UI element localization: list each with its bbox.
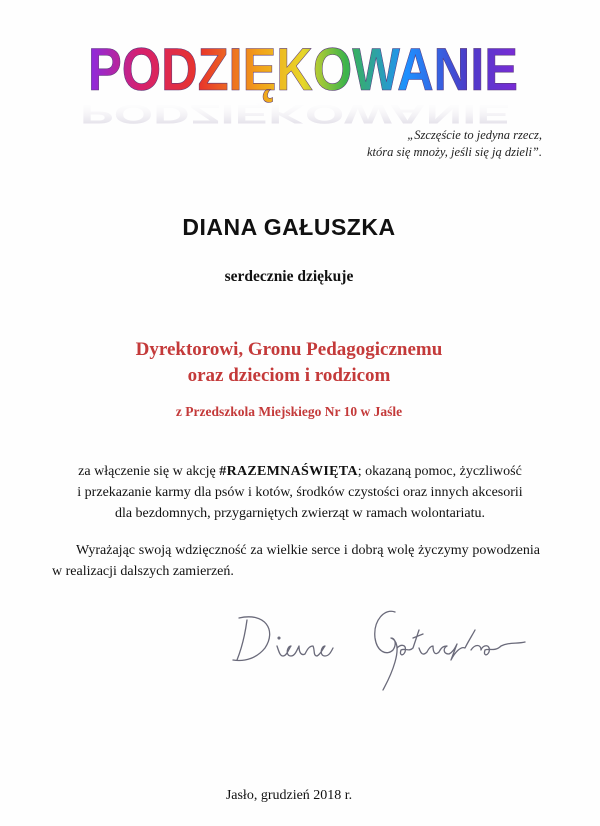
rainbow-title	[70, 18, 540, 128]
quote-line-2: która się mnoży, jeśli się ją dzieli”.	[367, 145, 542, 159]
institution-name: z Przedszkola Miejskiego Nr 10 w Jaśle	[175, 404, 403, 419]
title-reflection: PODZIĘKOWANIE	[80, 99, 510, 130]
hashtag: #RAZEMNAŚWIĘTA	[219, 464, 358, 479]
signature-text: Diana Gałuszka	[385, 698, 392, 699]
recipients	[0, 337, 578, 389]
title-text: PODZIĘKOWANIE	[88, 36, 518, 103]
thanks-line: serdecznie dziękuje	[224, 268, 354, 285]
paragraph1-line1-rest: ; okazaną pomoc, życzliwość	[357, 464, 522, 479]
paragraph-thanks-reason	[50, 461, 550, 524]
handwritten-signature	[225, 590, 545, 700]
rainbow-title-graphic	[70, 18, 540, 128]
recipients-line-1: Dyrektorowi, Gronu Pedagogicznemu	[135, 339, 443, 360]
place-and-date: Jasło, grudzień 2018 r.	[225, 788, 353, 803]
paragraph-wishes: Wyrażając swoją wdzięczność za wielkie serce i dobrą wolę życzymy powodzenia w realizacji dalszych zamierzeń.	[52, 543, 540, 579]
paragraph1-line-1	[50, 461, 550, 482]
paragraph1-line-3: dla bezdomnych, przygarniętych zwierząt w ramach wolontariatu.	[114, 506, 486, 521]
recipients-line-2: oraz dzieciom i rodzicom	[187, 365, 391, 386]
paragraph1-intro: za włączenie się w akcję	[78, 464, 220, 479]
motto-quote	[367, 127, 542, 161]
signature-graphic	[225, 590, 545, 700]
paragraph1-line-2: i przekazanie karmy dla psów i kotów, środków czystości oraz innych akcesorii	[77, 485, 523, 500]
quote-line-1: „Szczęście to jedyna rzecz,	[407, 128, 542, 142]
donor-name: DIANA GAŁUSZKA	[182, 214, 396, 240]
